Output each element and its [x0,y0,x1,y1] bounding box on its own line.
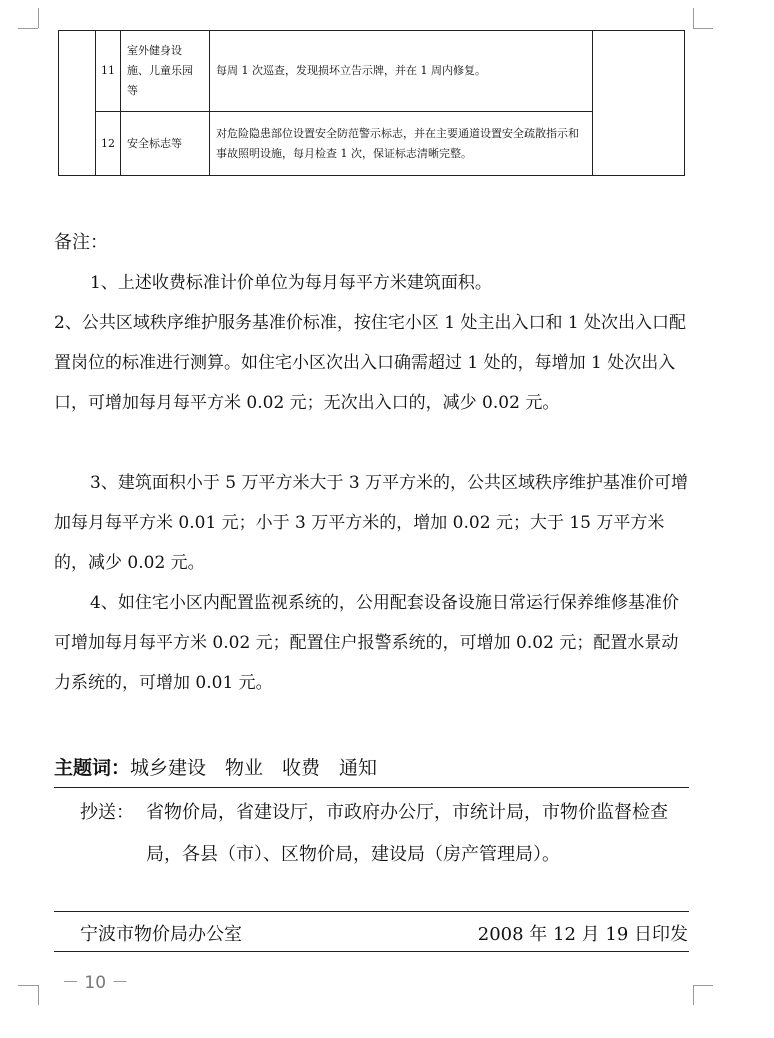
service-standard-table [58,30,685,176]
remark-item: 1、上述收费标准计价单位为每月每平方米建筑面积。 [90,273,492,293]
remark-item: 4、如住宅小区内配置监视系统的，公用配套设备设施日常运行保养维修基准价可增加每月每平方米 0.02 元；配置住户报警系统的，可增加 0.02 元；配置水景动力系统的，可增加 0.01 元。 [54,593,679,693]
cc-recipients: 省物价局，省建设厅，市政府办公厅，市统计局，市物价监督检查局，各县（市）、区物价局，建设局（房产管理局）。 [146,802,668,865]
crop-mark [18,28,38,29]
crop-mark [38,8,39,28]
crop-mark [18,985,38,986]
issuing-office: 宁波市物价局办公室 [80,924,242,945]
crop-mark [693,985,694,1005]
issue-date: 2008 年 12 月 19 日印发 [477,924,688,945]
cc-label: 抄送： [80,802,134,823]
service-standard: 对危险隐患部位设置安全防范警示标志，并在主要通道设置安全疏散指示和事故照明设施，每月检查 1 次，保证标志清晰完整。 [210,112,593,176]
row-number: 11 [96,31,121,112]
remark-item: 2、公共区域秩序维护服务基准价标准，按住宅小区 1 处主出入口和 1 处次出入口配置岗位的标准进行测算。如住宅小区次出入口确需超过 1 处的，每增加 1 处次出入口，可增加每月每平方米 0.02 元；无次出入口的，减少 0.02 元。 [54,313,687,413]
crop-mark [38,985,39,1005]
row-number: 12 [96,112,121,176]
service-standard: 每周 1 次巡查，发现损坏立告示牌，并在 1 周内修复。 [210,31,593,112]
table-row [59,112,685,176]
service-item: 安全标志等 [121,112,210,176]
keywords-values: 城乡建设 物业 收费 通知 [130,757,378,779]
table-cell-blank [593,112,685,176]
keywords-label: 主题词： [54,757,131,779]
subject-keywords [54,753,377,780]
table-cell-blank [59,31,96,112]
page-number: － 10 － [62,973,129,993]
crop-mark [693,28,713,29]
crop-mark [693,985,713,986]
crop-mark [693,8,694,28]
divider-line [54,951,689,952]
table-row [59,31,685,112]
divider-line [54,911,689,912]
divider-line [54,787,689,788]
service-item: 室外健身设施、儿童乐园等 [121,31,210,112]
remark-item: 3、建筑面积小于 5 万平方米大于 3 万平方米的，公共区域秩序维护基准价可增加每月每平方米 0.01 元；小于 3 万平方米的，增加 0.02 元；大于 15 万平方米的，减少 0.02 元。 [54,473,689,573]
table-cell-blank [593,31,685,112]
remarks-title: 备注： [54,232,108,253]
table-cell-blank [59,112,96,176]
